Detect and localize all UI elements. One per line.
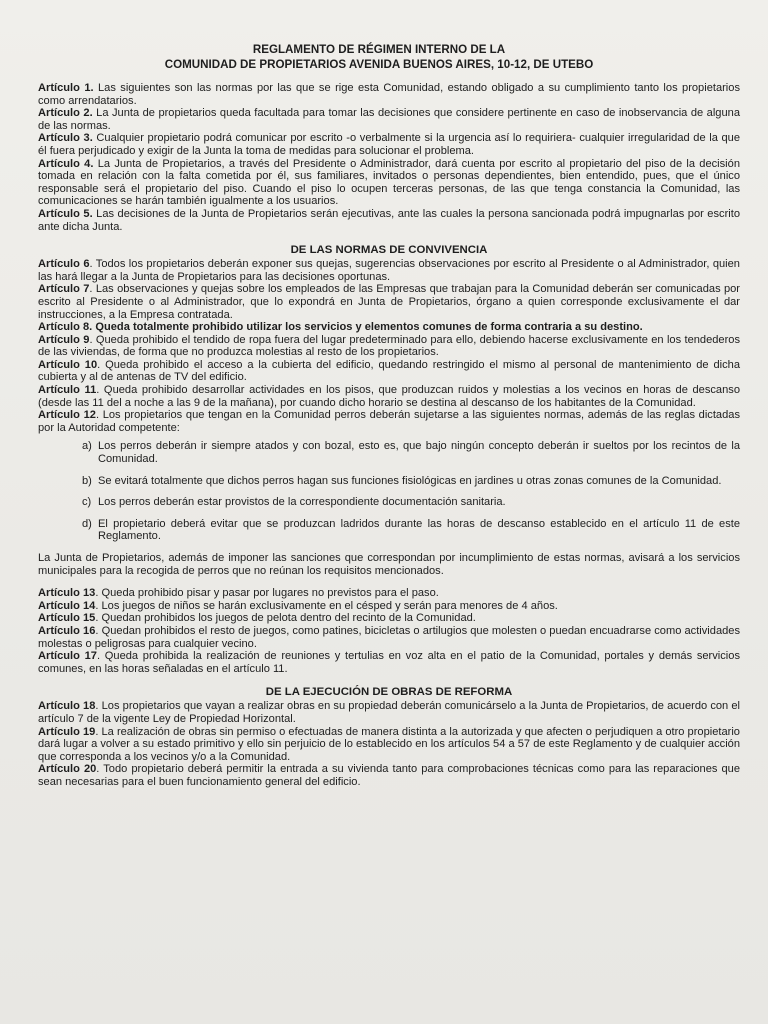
article-label: Artículo 18 <box>38 700 96 713</box>
list-item <box>82 475 740 488</box>
article-label: Artículo 11 <box>38 384 97 397</box>
article-text: Las siguientes son las normas por las que se rige esta Comunidad, estando obligado a su cumplimiento tanto los propietarios como arrendatarios. <box>38 82 740 107</box>
article-text: Cualquier propietario podrá comunicar por escrito -o verbalmente si la urgencia así lo requiriera- cualquier irregularidad de la que él fuera perjudicado y exigir de la Junta la toma de medidas para solucionar el problema. <box>38 132 741 157</box>
article-2 <box>38 107 740 132</box>
article-label: Artículo 17 <box>38 650 97 663</box>
article-label: Artículo 20 <box>38 763 97 776</box>
spacer <box>38 577 740 587</box>
article-text: . Queda prohibida la realización de reuniones y tertulias en voz alta en el patio de la Comunidad, portales y demás servicios comunes, en las horas señaladas en el artículo 11. <box>38 650 740 675</box>
article-8 <box>38 321 740 334</box>
article-label: Artículo 13 <box>38 587 96 600</box>
article-text: . Todo propietario deberá permitir la entrada a su vivienda tanto para comprobaciones técnicas como para las reparaciones que sean necesarias para el buen funcionamiento general del edificio. <box>38 763 740 788</box>
list-text: Los perros deberán estar provistos de la correspondiente documentación sanitaria. <box>98 496 506 509</box>
article-text: . Los propietarios que tengan en la Comunidad perros deberán sujetarse a las siguientes normas, además de las reglas dictadas por la Autoridad competente: <box>38 409 740 434</box>
article-label: Artículo 16 <box>38 624 96 637</box>
article-label: Artículo 9 <box>38 333 90 346</box>
dog-rules-closing: La Junta de Propietarios, además de imponer las sanciones que correspondan por incumplimiento de estas normas, avisará a los servicios municipales para la recogida de perros que no reúnan los requisitos mencionados. <box>38 552 740 577</box>
title-line-1: REGLAMENTO DE RÉGIMEN INTERNO DE LA <box>252 43 506 56</box>
article-text: La Junta de propietarios queda facultada para tomar las decisiones que considere pertinente en caso de inobservancia de alguna de las normas. <box>38 107 740 132</box>
article-text: . Queda prohibido el acceso a la cubierta del edificio, quedando restringido el mismo al personal de mantenimiento de dicha cubierta y al de antenas de TV del edificio. <box>38 358 740 384</box>
article-text: . Todos los propietarios deberán exponer sus quejas, sugerencias observaciones por escrito al Presidente o al Administrador, quien las hará llegar a la Junta de Propietarios para las decisiones oportunas. <box>38 258 740 283</box>
article-7 <box>38 283 740 321</box>
article-text: . La realización de obras sin permiso o efectuadas de manera distinta a la autorizada y que afecten o perjudiquen a otro propietario dará lugar a volver a su estado primitivo y ello sin perjuicio de lo establecido en los artículos 54 a 57 de este Reglamento y de cualquier acción que corresponda a los vecinos y/o a la Comunidad. <box>38 725 740 763</box>
list-item <box>82 518 740 543</box>
list-text: El propietario deberá evitar que se produzcan ladridos durante las horas de descanso establecido en el artículo 11 de este Reglamento. <box>98 517 740 543</box>
article-label: Artículo 3. <box>38 132 93 145</box>
article-label: Artículo 4. <box>38 157 94 170</box>
article-label: Artículo 2. <box>38 107 93 120</box>
article-label: Artículo 12 <box>38 409 96 422</box>
article-label: Artículo 10 <box>38 358 98 371</box>
article-20 <box>38 763 740 788</box>
article-label: Artículo 6 <box>38 258 90 271</box>
document-title <box>38 42 740 72</box>
list-text: Los perros deberán ir siempre atados y con bozal, esto es, que bajo ningún concepto deberán ir sueltos por los recintos de la Comunidad. <box>98 440 740 466</box>
article-text: . Quedan prohibidos los juegos de pelota dentro del recinto de la Comunidad. <box>95 612 476 625</box>
list-item <box>82 496 740 509</box>
article-1 <box>38 82 740 107</box>
article-18 <box>38 700 740 725</box>
article-text: . Los propietarios que vayan a realizar obras en su propiedad deberán comunicárselo a la Junta de Propietarios, de acuerdo con el artículo 7 de la vigente Ley de Propiedad Horizontal. <box>38 700 740 725</box>
list-marker: b) <box>82 474 92 487</box>
article-13 <box>38 587 740 600</box>
article-label: Artículo 14 <box>38 599 96 612</box>
article-17 <box>38 650 740 675</box>
article-label: Artículo 19 <box>38 725 96 738</box>
article-11 <box>38 384 740 409</box>
list-marker: d) <box>82 517 92 530</box>
list-marker: c) <box>82 496 92 509</box>
title-line-2: COMUNIDAD DE PROPIETARIOS AVENIDA BUENOS AIRES, 10-12, DE UTEBO <box>164 58 594 71</box>
article-text: . Queda prohibido pisar y pasar por lugares no previstos para el paso. <box>95 587 439 600</box>
article-text: Las decisiones de la Junta de Propietarios serán ejecutivas, ante las cuales la persona sancionada podrá impugnarlas por escrito ante dicha Junta. <box>38 207 740 233</box>
dog-rules-list <box>38 440 740 543</box>
article-label: Artículo 7 <box>38 283 90 296</box>
article-19 <box>38 726 740 764</box>
article-14 <box>38 600 740 613</box>
article-3 <box>38 132 740 157</box>
article-12 <box>38 409 740 434</box>
list-item <box>82 440 740 465</box>
article-6 <box>38 258 740 283</box>
article-5 <box>38 208 740 233</box>
list-text: Se evitará totalmente que dichos perros hagan sus funciones fisiológicas en jardines u otras zonas comunes de la Comunidad. <box>98 474 722 487</box>
section-heading-convivencia: DE LAS NORMAS DE CONVIVENCIA <box>290 244 488 257</box>
article-label: Artículo 1. <box>38 82 94 94</box>
article-15 <box>38 612 740 625</box>
article-4 <box>38 158 740 208</box>
article-9 <box>38 334 740 359</box>
article-text: . Queda totalmente prohibido utilizar los servicios y elementos comunes de forma contraria a su destino. <box>89 321 643 334</box>
article-text: . Las observaciones y quejas sobre los empleados de las Empresas que trabajan para la Comunidad deberán ser comunicadas por escrito al Presidente o al Administrador, que lo expondrá en Junta de Propietarios, órgano a quien corresponde exclusivamente el dar instrucciones, a la Empresa contratada. <box>38 283 740 321</box>
article-text: . Queda prohibido el tendido de ropa fuera del lugar predeterminado para ello, debiendo hacerse exclusivamente en los tendederos de las viviendas, de forma que no produzca molestias al resto de los propietarios. <box>38 333 740 359</box>
article-text: La Junta de Propietarios, a través del Presidente o Administrador, dará cuenta por escrito al propietario del piso de la decisión tomada en relación con la falta cometida por él, sus familiares, invitados o personas dependientes, bien entendido, pues, que el único responsable será el propietario del piso. Cuando el piso lo ocupen terceras personas, de las que tenga constancia la Comunidad, las comunicaciones se harán también igualmente a los usuarios. <box>38 157 740 208</box>
section-heading-reforma: DE LA EJECUCIÓN DE OBRAS DE REFORMA <box>265 686 513 699</box>
article-10 <box>38 359 740 384</box>
article-label: Artículo 15 <box>38 612 96 625</box>
article-label: Artículo 5. <box>38 207 93 220</box>
article-text: . Quedan prohibidos el resto de juegos, como patines, bicicletas o artilugios que molesten o puedan encuadrarse como actividades molestas o peligrosas para cualquier vecino. <box>38 624 741 650</box>
article-label: Artículo 8 <box>38 321 90 334</box>
article-text: . Queda prohibido desarrollar actividades en los pisos, que produzcan ruidos y molestias a los vecinos en horas de descanso (desde las 11 del a noche a las 9 de la mañana), por cuando dicho horario se destina al descanso de los habitantes de la Comunidad. <box>38 384 740 409</box>
article-text: . Los juegos de niños se harán exclusivamente en el césped y serán para menores de 4 años. <box>95 599 558 612</box>
article-16 <box>38 625 740 650</box>
list-marker: a) <box>82 440 92 453</box>
